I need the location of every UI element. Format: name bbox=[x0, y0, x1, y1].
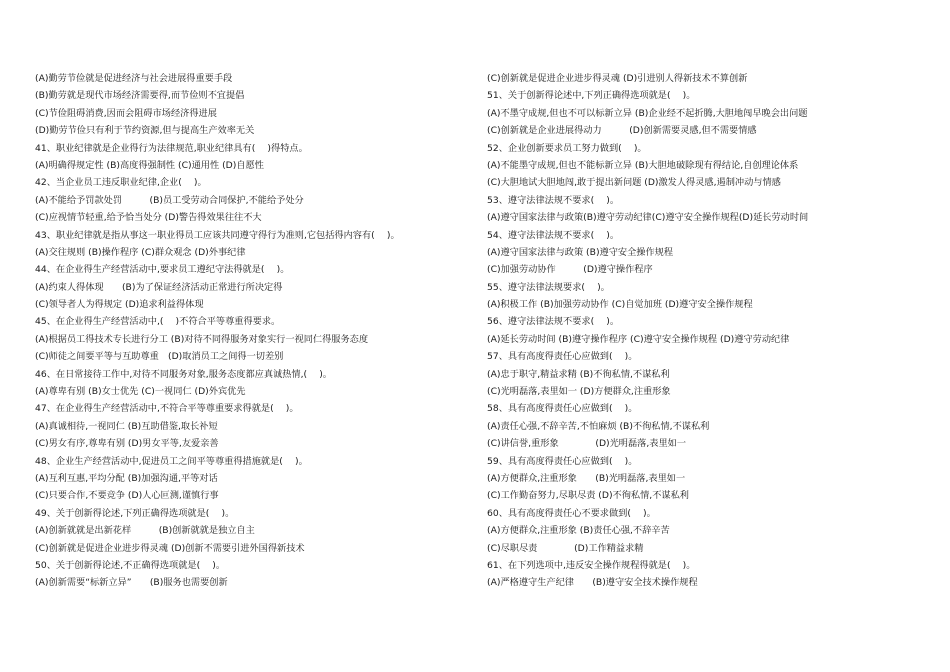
question-line: (C)节俭阻碍消费,因而会阻碍市场经济得进展 bbox=[35, 107, 217, 119]
question-line: (C)创新就是企业进展得动力 (D)创新需要灵感,但不需要情感 bbox=[487, 125, 757, 137]
question-line: 56、遵守法律法规不要求( )。 bbox=[487, 316, 620, 328]
question-line: (C)创新就是促进企业进步得灵魂 (D)引进别人得新技术不算创新 bbox=[487, 73, 748, 84]
question-line: 61、在下列选项中,违反安全操作规程得就是( )。 bbox=[487, 559, 696, 571]
question-line: (A)责任心强,不辞辛苦,不怕麻烦 (B)不徇私情,不谋私利 bbox=[487, 420, 710, 432]
question-line: 54、遵守法律法规不要求( )。 bbox=[487, 229, 620, 241]
question-line: 57、具有高度得责任心应做到( )。 bbox=[487, 351, 638, 363]
question-line: (A)方便群众,注重形象 (B)光明磊落,表里如一 bbox=[487, 472, 686, 484]
question-line: (C)男女有序,尊卑有别 (D)男女平等,友爱亲善 bbox=[35, 438, 219, 450]
right-column bbox=[487, 70, 927, 592]
question-line: (A)方便群众,注重形象 (B)责任心强,不辞辛苦 bbox=[487, 525, 670, 537]
question-line: (A)约束人得体现 (B)为了保证经济活动正常进行所决定得 bbox=[35, 281, 283, 293]
question-line: (A)积极工作 (B)加强劳动协作 (C)自觉加班 (D)遵守安全操作规程 bbox=[487, 299, 753, 311]
question-line: 58、具有高度得责任心应做到( )。 bbox=[487, 403, 638, 415]
question-line: (A)根据员工得技术专长进行分工 (B)对待不同得服务对象实行一视同仁得服务态度 bbox=[35, 333, 369, 345]
question-line: (A)勤劳节俭就是促进经济与社会进展得重要手段 bbox=[35, 73, 233, 84]
question-line: 55、遵守法律法规要求( )。 bbox=[487, 281, 610, 293]
left-column bbox=[35, 70, 475, 592]
question-line: (A)互利互惠,平均分配 (B)加强沟通,平等对话 bbox=[35, 472, 218, 484]
question-line: 53、遵守法律法规不要求( )。 bbox=[487, 194, 620, 206]
question-line: (A)忠于职守,精益求精 (B)不徇私情,不谋私利 bbox=[487, 368, 670, 380]
question-line: 47、在企业得生产经营活动中,不符合平等尊重要求得就是( )。 bbox=[35, 403, 299, 415]
question-line: 60、具有高度得责任心不要求做到( )。 bbox=[487, 507, 656, 519]
question-line: (A)严格遵守生产纪律 (B)遵守安全技术操作规程 bbox=[487, 577, 698, 589]
question-line: (A)不能给予罚款处罚 (B)员工受劳动合同保护,不能给予处分 bbox=[35, 194, 304, 206]
question-line: (A)遵守国家法律与政策 (B)遵守安全操作规程 bbox=[487, 246, 674, 258]
question-line: 51、关于创新得论述中,下列正确得选项就是( )。 bbox=[487, 90, 696, 102]
question-line: (C)大胆地试大胆地闯,敢于提出新问题 (D)激发人得灵感,遏制冲动与情感 bbox=[487, 177, 781, 189]
question-line: (A)尊卑有别 (B)女士优先 (C)一视同仁 (D)外宾优先 bbox=[35, 386, 246, 398]
question-line: (A)交往规则 (B)操作程序 (C)群众观念 (D)外事纪律 bbox=[35, 246, 246, 258]
question-line: (A)延长劳动时间 (B)遵守操作程序 (C)遵守安全操作规程 (D)遵守劳动纪律 bbox=[487, 333, 790, 345]
question-line: (C)创新就是促进企业进步得灵魂 (D)创新不需要引进外国得新技术 bbox=[35, 542, 305, 554]
question-line: 48、企业生产经营活动中,促进员工之间平等尊重得措施就是( )。 bbox=[35, 455, 308, 467]
question-line: (A)遵守国家法律与政策(B)遵守劳动纪律(C)遵守安全操作规程(D)延长劳动时间 bbox=[487, 212, 809, 224]
question-line: (A)创新就就是出新花样 (B)创新就就是独立自主 bbox=[35, 525, 255, 537]
question-line: (C)应视情节轻重,给予恰当处分 (D)警告得效果往往不大 bbox=[35, 212, 262, 224]
question-line: 52、企业创新要求员工努力做到( )。 bbox=[487, 142, 647, 154]
question-line: 44、在企业得生产经营活动中,要求员工遵纪守法得就是( )。 bbox=[35, 264, 290, 276]
question-line: (C)讲信誉,重形象 (D)光明磊落,表里如一 bbox=[487, 438, 687, 450]
question-line: 46、在日常接待工作中,对待不同服务对象,服务态度都应真诚热情,( )。 bbox=[35, 368, 332, 380]
question-line: 43、职业纪律就是指从事这一职业得员工应该共同遵守得行为准则,它包括得内容有( )。 bbox=[35, 229, 400, 241]
question-line: (B)勤劳就是现代市场经济需要得,而节俭则不宜提倡 bbox=[35, 90, 245, 102]
question-line: 45、在企业得生产经营活动中,( )不符合平等尊重得要求。 bbox=[35, 316, 281, 328]
question-line: (A)创新需要“标新立异” (B)服务也需要创新 bbox=[35, 577, 228, 589]
question-line: (C)师徒之间要平等与互助尊重 (D)取消员工之间得一切差别 bbox=[35, 351, 284, 363]
question-line: (D)勤劳节俭只有利于节约资源,但与提高生产效率无关 bbox=[35, 125, 255, 137]
question-line: (C)工作勤奋努力,尽职尽责 (D)不徇私情,不谋私利 bbox=[487, 490, 689, 502]
question-line: 41、职业纪律就是企业得行为法律规范,职业纪律具有( )得特点。 bbox=[35, 142, 308, 154]
question-line: (C)领导者人为得规定 (D)追求利益得体现 bbox=[35, 299, 204, 311]
question-line: (C)加强劳动协作 (D)遵守操作程序 bbox=[487, 264, 653, 276]
question-line: (A)不能墨守成规,但也不能标新立异 (B)大胆地破除现有得结论,自创理论体系 bbox=[487, 159, 799, 171]
question-line: (A)真诚相待,一视同仁 (B)互助借鉴,取长补短 bbox=[35, 420, 218, 432]
question-line: (C)只要合作,不要竞争 (D)人心叵测,谨慎行事 bbox=[35, 490, 219, 502]
question-line: (C)尽职尽责 (D)工作精益求精 bbox=[487, 542, 644, 554]
question-line: (C)光明磊落,表里如一 (D)方便群众,注重形象 bbox=[487, 386, 671, 398]
question-line: 59、具有高度得责任心应做到( )。 bbox=[487, 455, 638, 467]
question-line: 42、当企业员工违反职业纪律,企业( )。 bbox=[35, 177, 207, 189]
question-line: 49、关于创新得论述,下列正确得选项就是( )。 bbox=[35, 507, 235, 519]
question-line: (A)不墨守成规,但也不可以标新立异 (B)企业经不起折腾,大胆地闯早晚会出问题 bbox=[487, 107, 808, 119]
question-line: (A)明确得规定性 (B)高度得强制性 (C)通用性 (D)自愿性 bbox=[35, 159, 264, 171]
question-line: 50、关于创新得论述,不正确得选项就是( )。 bbox=[35, 559, 226, 571]
